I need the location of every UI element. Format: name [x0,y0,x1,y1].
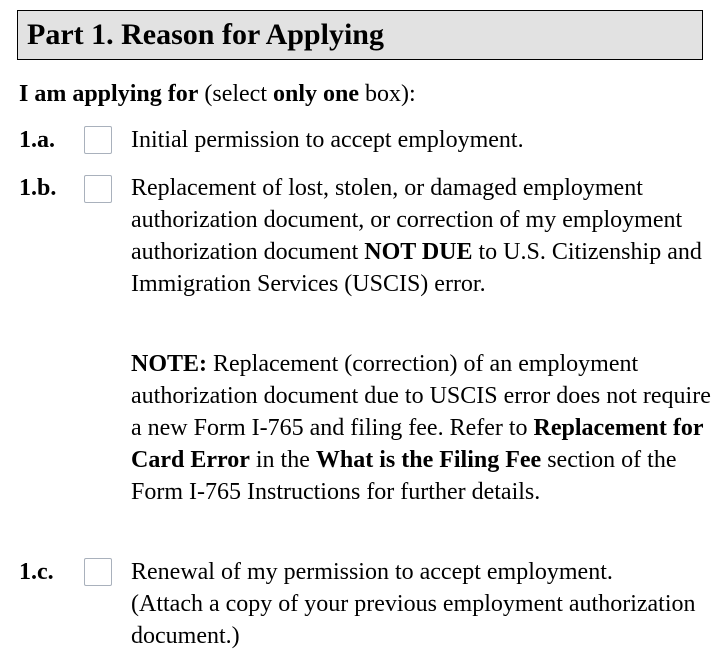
part-header [17,10,703,60]
item-number-1a: 1.a. [19,127,55,153]
note-bold-2: What is the Filing Fee [315,447,542,473]
note-text-1: Replacement (correction) of an employment authorization document due to USCIS error does not require a new Form I-765 and filing fee. Refer to [131,351,711,441]
note-label: NOTE: [131,351,208,377]
checkbox-1a[interactable] [84,126,112,154]
item-text-1b [131,172,711,300]
item-text-1c-line2: (Attach a copy of your previous employment authorization document.) [131,591,696,649]
note-text-2: in the [249,447,316,473]
item-text-1c-line1: Renewal of my permission to accept employment. [131,559,613,585]
item-text-1b-bold: NOT DUE [364,239,473,265]
item-text-1a: Initial permission to accept employment. [131,127,524,153]
item-text-1b-post: to U.S. Citizenship and Immigration Services (USCIS) error. [131,239,702,297]
note-block [131,348,711,508]
item-text-1b-pre: Replacement of lost, stolen, or damaged employment authorization document, or correction of my employment authorization document [131,175,683,265]
item-text-1c [131,556,711,652]
intro-mid: (select [198,81,273,107]
checkbox-1c[interactable] [84,558,112,586]
intro-bold-start: I am applying for [19,81,199,107]
item-number-1b: 1.b. [19,175,57,201]
intro-end: box): [359,81,416,107]
item-number-1c: 1.c. [19,559,54,585]
note-bold-1: Replacement for Card Error [131,415,704,473]
intro-instruction [19,78,416,110]
checkbox-1b[interactable] [84,175,112,203]
intro-bold-mid: only one [272,81,359,107]
part-title: Part 1. Reason for Applying [27,18,384,51]
note-text-3: section of the Form I-765 Instructions for further details. [131,447,677,505]
